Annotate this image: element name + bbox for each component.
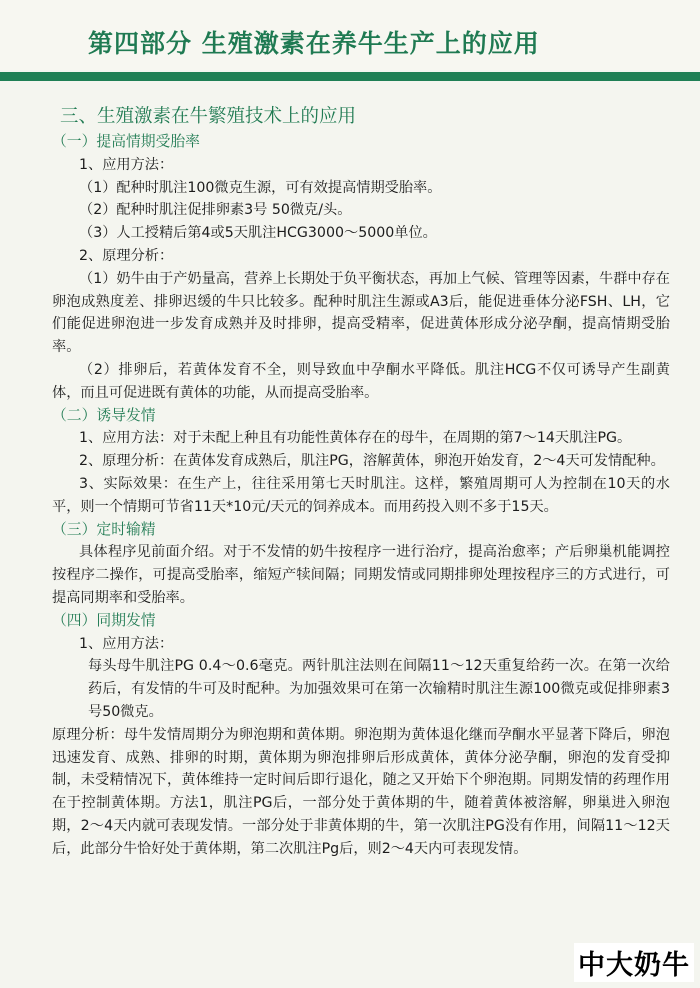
paragraph: 3、实际效果：在生产上，往往采用第七天时肌注。这样，繁殖周期可人为控制在10天的水平，则一个情期可节省11天*10元/天元的饲养成本。而用药投入则不多于15天。: [52, 475, 670, 515]
header-divider-bar: [0, 72, 700, 81]
paragraph: （2）排卵后，若黄体发育不全，则导致血中孕酮水平降低。肌注HCG不仅可诱导产生副黄体，而且可促进既有黄体的功能，从而提高受胎率。: [52, 361, 670, 401]
page-header: [0, 0, 700, 70]
paragraph: 2、原理分析：: [79, 247, 174, 264]
chapter-title: 第四部分 生殖激素在养牛生产上的应用: [88, 29, 540, 58]
document-body: [52, 104, 670, 861]
paragraph: （1）配种时肌注100微克生源，可有效提高情期受胎率。: [79, 179, 442, 196]
paragraph: 1、应用方法：: [79, 156, 174, 173]
paragraph: 具体程序见前面介绍。对于不发情的奶牛按程序一进行治疗，提高治愈率；产后卵巢机能调控按程序二操作，可提高受胎率，缩短产犊间隔；同期发情或同期排卵处理按程序三的方式进行，可提高同期率和受胎率。: [52, 544, 670, 606]
subsection-title: （一）提高情期受胎率: [52, 133, 200, 150]
paragraph: （1）奶牛由于产奶量高，营养上长期处于负平衡状态，再加上气候、管理等因素，牛群中存在卵泡成熟度差、排卵迟缓的牛只比较多。配种时肌注生源或A3后，能促进垂体分泌FSH、LH，它们能促进卵泡进一步发育成熟并及时排卵，提高受精率，促进黄体形成分泌孕酮，提高情期受胎率。: [52, 270, 670, 356]
subsection-title: （四）同期发情: [52, 611, 156, 629]
paragraph: 原理分析：母牛发情周期分为卵泡期和黄体期。卵泡期为黄体退化继而孕酮水平显著下降后，卵泡迅速发育、成熟、排卵的时期，黄体期为卵泡排卵后形成黄体，黄体分泌孕酮，卵泡的发育受抑制，未受精情况下，黄体维持一定时间后即行退化，随之又开始下个卵泡期。同期发情的药理作用在于控制黄体期。方法1，肌注PG后，一部分处于黄体期的牛，随着黄体被溶解，卵巢进入卵泡期，2～4天内就可表现发情。一部分处于非黄体期的牛，第一次肌注PG没有作用，间隔11～12天后，此部分牛恰好处于黄体期，第二次肌注Pg后，则2～4天内可表现发情。: [52, 726, 670, 857]
watermark-text: 中大奶牛: [574, 943, 694, 982]
paragraph: 每头母牛肌注PG 0.4～0.6毫克。两针肌注法则在间隔11～12天重复给药一次。在第一次给药后，有发情的牛可及时配种。为加强效果可在第一次输精时肌注生源100微克或促排卵素3号50微克。: [88, 658, 670, 720]
subsection-title: （二）诱导发情: [52, 406, 156, 424]
subsection-title: （三）定时输精: [52, 520, 156, 538]
paragraph: 2、原理分析：在黄体发育成熟后，肌注PG，溶解黄体，卵泡开始发育，2～4天可发情配种。: [79, 453, 665, 470]
paragraph: 1、应用方法：: [79, 635, 174, 652]
paragraph: 1、应用方法：对于未配上种且有功能性黄体存在的母牛，在周期的第7～14天肌注PG。: [79, 430, 632, 447]
section-title: 三、生殖激素在牛繁殖技术上的应用: [60, 106, 357, 127]
paragraph: （2）配种时肌注促排卵素3号 50微克/头。: [79, 202, 352, 219]
paragraph: （3）人工授精后第4或5天肌注HCG3000～5000单位。: [79, 225, 437, 242]
